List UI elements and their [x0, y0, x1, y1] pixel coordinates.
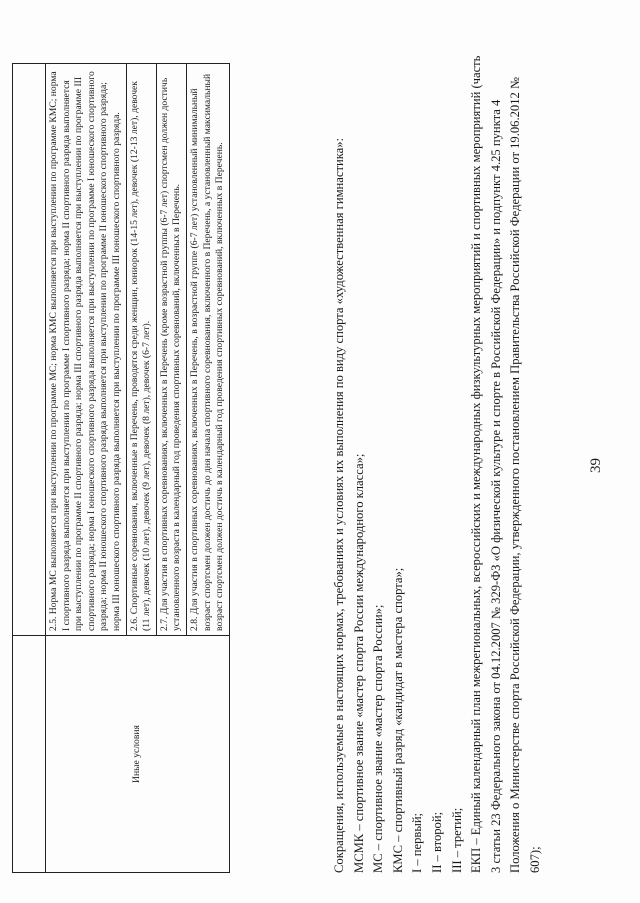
abbreviation-item: ЕКП – Единый календарный план межрегиональных, всероссийских и международных физкультурных мероприятий и спортивных мероприятий (часть 3 статьи 23 Федерального закона от 04.12.2007 № 329-ФЗ «О физической культуре и спорте в Российской Федерации» и подпункт 4.25 пункта 4 Положения о Министерстве спорта Российской Федерации, утвержденного постановлением Правительства Российской Федерации от 19.06.2012 № 607);: [469, 55, 542, 873]
condition-item: 2.6. Спортивные соревнования, включенные в Перечень, проводятся среди женщин, юниорок (14-15 лет), девочек (12-13 лет), девочек (11 лет), девочек (10 лет), девочек (9 лет), девочек (8 лет), девочек (6-7 лет).: [126, 64, 156, 636]
table-row: [46, 64, 127, 873]
condition-item: 2.8. Для участия в спортивных соревнованиях, включенных в Перечень, в возрастной группе (6-7 лет) установленный минимальный возраст спортсмен должен достичь до дня начала спортивного соревнования, включенного в Перечень, а установленный максимальный возраст спортсмен должен достичь в календарный год проведения спортивных соревнований, включенных в Перечень.: [186, 64, 229, 636]
abbreviation-item: II – второй;: [429, 811, 444, 873]
condition-item: 2.7. Для участия в спортивных соревнованиях, включенных в Перечень (кроме возрастной группы (6-7 лет) спортсмен должен достичь установленного возраста в календарный год проведения спортивных соревнований, включенных в Перечень.: [156, 64, 186, 636]
table-cell-empty: [13, 636, 46, 873]
row-label: Иные условия: [46, 636, 230, 873]
conditions-table: [12, 63, 230, 873]
abbreviations-intro: Сокращения, используемые в настоящих нормах, требованиях и условиях их выполнения по виду спорта «художественная гимнастика»:: [332, 137, 346, 873]
abbreviation-item: МС – спортивное звание «мастер спорта России»;: [371, 604, 386, 873]
abbreviations-section: [330, 53, 546, 873]
condition-item: 2.5. Норма МС выполняется при выступлении по программе МС; норма КМС выполняется при выступлении по программе КМС; норма I спортивного разряда выполняется при выступлении по программе I спортивного разряда; норма II спортивного разряда выполняется при выступлении по программе II спортивного разряда; норма III спортивного разряда выполняется при выступлении по программе III спортивного разряда; норма I юношеского спортивного разряда выполняется при выступлении по программе I юношеского спортивного разряда; норма II юношеского спортивного разряда выполняется при выступлении по программе II юношеского спортивного разряда; норма III юношеского спортивного разряда выполняется при выступлении по программе III юношеского спортивного разряда.: [46, 64, 127, 636]
abbreviation-item: III – третий;: [449, 807, 464, 873]
table-cell-empty: [13, 64, 46, 636]
abbreviation-item: МСМК – спортивное звание «мастер спорта России международного класса»;: [351, 453, 366, 873]
abbreviation-item: КМС – спортивный разряд «кандидат в мастера спорта»;: [390, 567, 405, 873]
table-row: [13, 64, 46, 873]
page-number: 39: [588, 458, 604, 473]
abbreviation-item: I – первый;: [410, 812, 425, 873]
